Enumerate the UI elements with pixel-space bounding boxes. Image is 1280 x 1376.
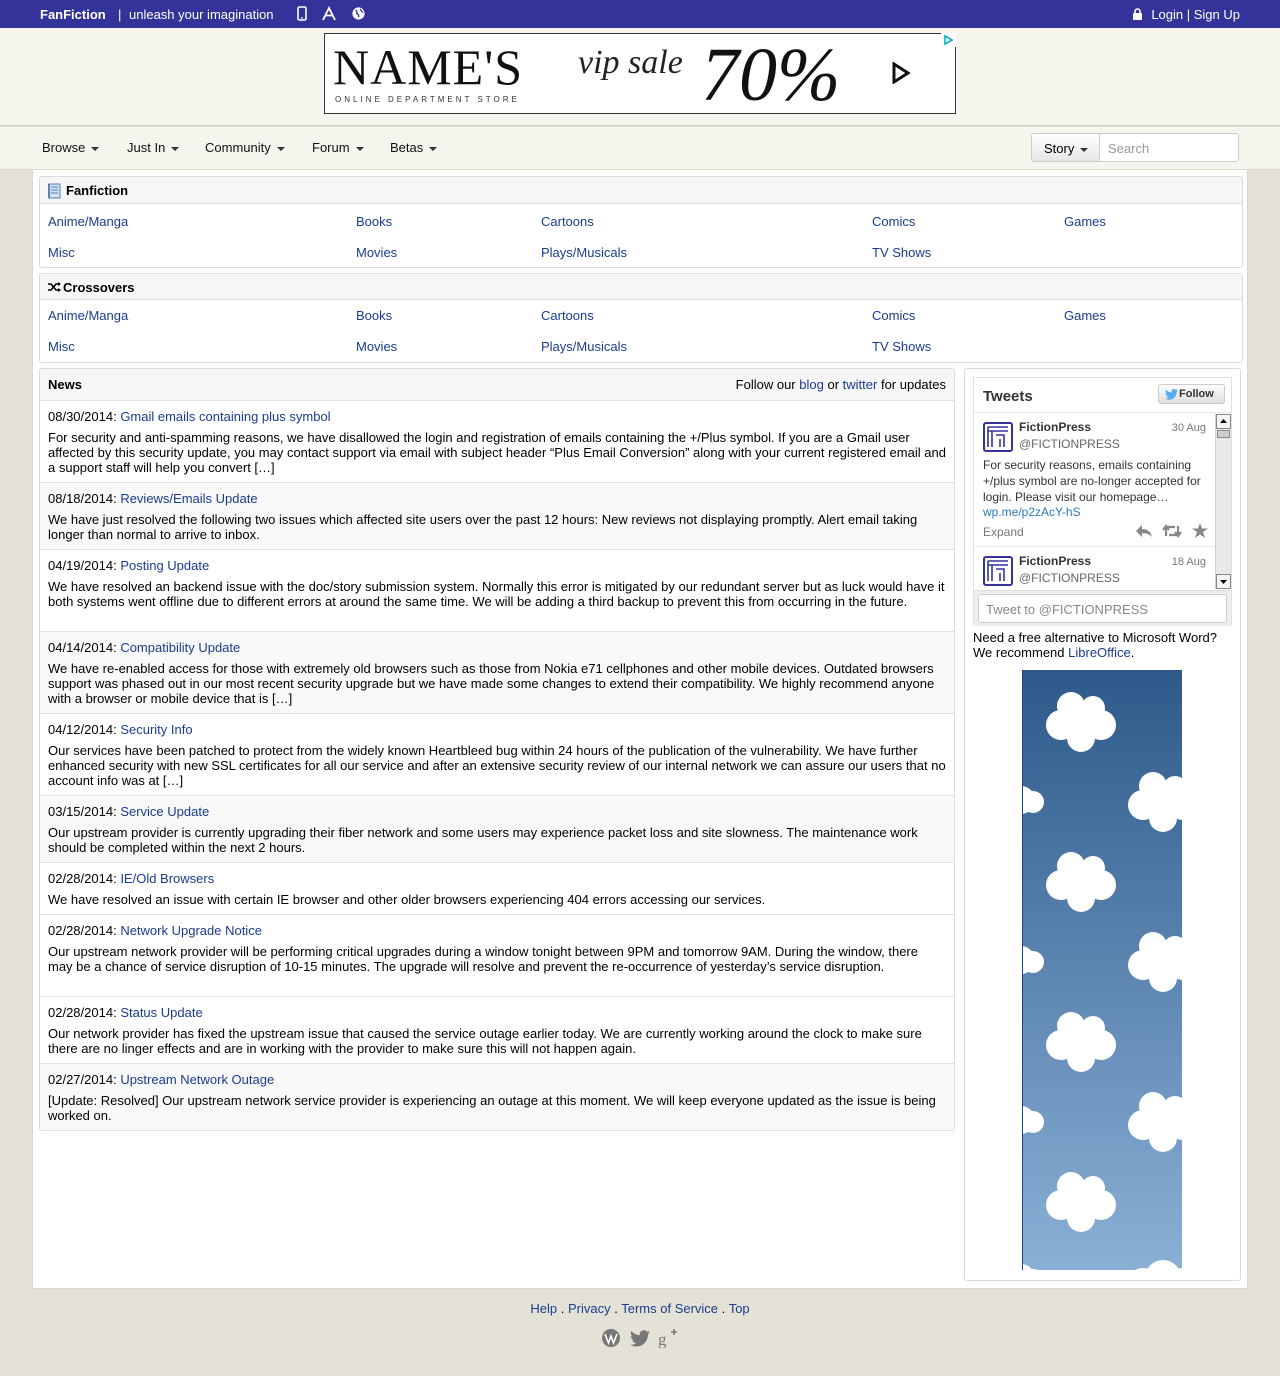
news-item-title[interactable]: IE/Old Browsers [120, 871, 215, 886]
fanfiction-box [39, 176, 1243, 268]
twitter-follow-button[interactable]: Follow [1158, 384, 1225, 404]
fictionpress-avatar[interactable] [983, 422, 1013, 452]
news-item [40, 632, 954, 714]
ad-percent: 70% [701, 33, 841, 114]
crossover-link-movies[interactable]: Movies [356, 339, 398, 354]
news-item-title[interactable]: Security Info [120, 722, 193, 737]
news-body: We have just resolved the following two issues which affected site users over the past 12 hours: New reviews not displaying promptly. Alert email taking longer than normal to arrive to inbox. [48, 512, 918, 542]
tweet-author-name[interactable]: FictionPress [1019, 420, 1092, 434]
news-item-title[interactable]: Status Update [120, 1005, 203, 1020]
crossover-link-plays-musicals[interactable]: Plays/Musicals [541, 339, 627, 354]
login-label: Login | Sign Up [1151, 7, 1240, 22]
tweets-title: Tweets [983, 388, 1033, 405]
menu-forum[interactable]: Forum [312, 140, 364, 155]
crossover-link-anime-manga[interactable]: Anime/Manga [48, 308, 129, 323]
news-date: 02/28/2014: [48, 1005, 117, 1020]
news-date: 08/18/2014: [48, 491, 117, 506]
ad-zone [0, 28, 1280, 126]
news-item [40, 550, 954, 632]
fanfiction-title: Fanfiction [66, 183, 129, 198]
banner-ad[interactable] [324, 33, 956, 114]
news-body: Our upstream network provider will be performing critical upgrades during a window tonight between 9PM and tomorrow 9AM. During the window, there may be a chance of service disruption of 10-15 minutes. The upgrade will resolve and prevent the re-occurrence of yesterday’s service disruption. [48, 944, 918, 974]
tweet-author-handle[interactable]: @FICTIONPRESS [1019, 437, 1120, 451]
site-tagline: unleash your imagination [129, 7, 274, 22]
menu-browse[interactable]: Browse [42, 140, 99, 155]
google-plus-icon[interactable] [658, 1328, 678, 1351]
twitter-bird-icon [1165, 389, 1178, 403]
tweet-date[interactable]: 30 Aug [1171, 422, 1206, 434]
fanfiction-link-tv-shows[interactable]: TV Shows [872, 245, 932, 260]
twitter-link[interactable]: twitter [842, 377, 878, 392]
twitter-icon[interactable] [630, 1330, 650, 1350]
news-item [40, 483, 954, 550]
news-item [40, 714, 954, 796]
news-body: We have resolved an backend issue with the doc/story submission system. Normally this error is mitigated by our redundant server but as luck would have it both systems went offline due to different errors at around the same time. We will be adding a third backup to prevent this from occurring in the future. [48, 579, 945, 609]
news-item [40, 863, 954, 915]
news-date: 04/12/2014: [48, 722, 117, 737]
tweet-compose-area [974, 590, 1231, 626]
ad-subtitle: ONLINE DEPARTMENT STORE [335, 95, 520, 104]
ad-logo: NAME'S [333, 39, 524, 95]
news-date: 02/28/2014: [48, 923, 117, 938]
ad-sale-text: vip sale [578, 44, 683, 81]
crossovers-box [39, 273, 1243, 363]
scroll-thumb[interactable] [1217, 430, 1230, 438]
news-item-title[interactable]: Upstream Network Outage [120, 1072, 275, 1087]
news-item [40, 915, 954, 997]
crossovers-title: Crossovers [63, 280, 135, 295]
reply-icon[interactable] [1135, 527, 1153, 541]
fanfiction-link-movies[interactable]: Movies [356, 245, 398, 260]
caret-down-icon [277, 147, 285, 151]
crossover-link-books[interactable]: Books [356, 308, 393, 323]
news-box [39, 368, 955, 1131]
news-body: Our services have been patched to protect from the widely known Heartbleed bug within 24 hours of the publication of the vulnerability. We have further enhanced security with new SSL certificates for all our service and after an extensive security review of our internal network we can assure our users that no account info was at […] [48, 743, 946, 788]
skyscraper-ad[interactable] [1022, 670, 1182, 1270]
caret-down-icon [429, 147, 437, 151]
social-icons [601, 1328, 681, 1348]
favorite-icon[interactable] [1192, 527, 1208, 541]
shuffle-icon [48, 281, 61, 296]
news-item-title[interactable]: Service Update [120, 804, 210, 819]
footer-terms-link[interactable]: Terms of Service [621, 1301, 719, 1316]
play-icon[interactable] [891, 62, 911, 87]
ad-choices-icon[interactable] [941, 33, 956, 47]
fanfiction-header [40, 177, 1242, 204]
twitter-widget [973, 377, 1232, 626]
news-body: We have resolved an issue with certain IE browser and other older browsers experiencing 404 errors accessing our services. [48, 892, 766, 907]
footer-help-link[interactable]: Help [530, 1301, 558, 1316]
blog-link[interactable]: blog [799, 377, 824, 392]
top-bar [0, 0, 1280, 28]
svg-text:g: g [658, 1330, 667, 1348]
tweets-header [974, 378, 1231, 413]
font-size-icon[interactable] [321, 6, 337, 22]
menu-betas[interactable]: Betas [390, 140, 437, 155]
menu-just-in[interactable]: Just In [127, 140, 179, 155]
news-title: News [48, 377, 82, 392]
tweet-expand[interactable]: Expand [983, 525, 1024, 539]
news-item [40, 796, 954, 863]
tweet-author-name[interactable]: FictionPress [1019, 554, 1092, 568]
menu-community[interactable]: Community [205, 140, 285, 155]
news-body: For security and anti-spamming reasons, we have disallowed the login and registration of emails containing the +/Plus symbol. If you are a Gmail user affected by this security update, you may contact support via email with subject header “Plus Email Conversion” along with your current registered email and a support staff will help you convert […] [48, 430, 946, 475]
footer-privacy-link[interactable]: Privacy [567, 1301, 611, 1316]
scroll-up-arrow-icon[interactable] [1216, 414, 1231, 429]
fictionpress-avatar[interactable] [983, 556, 1013, 586]
fanfiction-link-misc[interactable]: Misc [48, 245, 75, 260]
libreoffice-note: Need a free alternative to Microsoft Word? We recommend LibreOffice. [973, 630, 1217, 660]
crossovers-header [40, 274, 1242, 300]
news-item [40, 997, 954, 1064]
tweet-compose-input[interactable]: Tweet to @FICTIONPRESS [978, 594, 1227, 623]
news-item-title[interactable]: Reviews/Emails Update [120, 491, 258, 506]
retweet-icon[interactable] [1162, 527, 1182, 541]
news-body: [Update: Resolved] Our upstream network service provider is experiencing an outage at this moment. We will keep everyone updated as the issue is being worked on. [48, 1093, 936, 1123]
crossover-link-games[interactable]: Games [1064, 308, 1106, 323]
wordpress-icon[interactable] [601, 1328, 621, 1351]
tweet-date[interactable]: 18 Aug [1171, 556, 1206, 568]
crossover-link-cartoons[interactable]: Cartoons [541, 308, 594, 323]
tweet-link[interactable]: wp.me/p2zAcY-hS [983, 505, 1081, 519]
scroll-down-arrow-icon[interactable] [1216, 574, 1231, 589]
news-date: 02/27/2014: [48, 1072, 117, 1087]
tweet-actions [1135, 523, 1208, 541]
site-brand[interactable]: FanFiction [40, 7, 106, 22]
libreoffice-link[interactable]: LibreOffice [1068, 645, 1131, 660]
mobile-icon[interactable] [296, 6, 312, 22]
fanfiction-link-comics[interactable]: Comics [872, 214, 916, 229]
fanfiction-link-books[interactable]: Books [356, 214, 393, 229]
news-follow-text: Follow our blog or twitter for updates [735, 377, 946, 392]
search-input[interactable]: Search [1099, 133, 1239, 162]
news-body: We have re-enabled access for those with extremely old browsers such as those from Nokia e71 cellphones and other mobile devices. Outdated browsers support was phased out in our most recent security upgrade but we have made some changes to extend their compatibility. We highly recommend anyone with a browser or mobile device that is […] [48, 661, 935, 706]
news-date: 02/28/2014: [48, 871, 117, 886]
caret-down-icon [356, 147, 364, 151]
globe-icon[interactable] [351, 6, 367, 22]
crossover-link-comics[interactable]: Comics [872, 308, 916, 323]
brand-separator: | [118, 7, 122, 22]
fanfiction-link-games[interactable]: Games [1064, 214, 1106, 229]
news-item-title[interactable]: Gmail emails containing plus symbol [120, 409, 331, 424]
tweets-scrollbar[interactable] [1215, 414, 1231, 589]
crossover-link-misc[interactable]: Misc [48, 339, 75, 354]
fanfiction-link-anime-manga[interactable]: Anime/Manga [48, 214, 129, 229]
caret-down-icon [171, 147, 179, 151]
tweet-item [974, 548, 1216, 590]
news-item [40, 1064, 954, 1130]
news-item-title[interactable]: Network Upgrade Notice [120, 923, 262, 938]
caret-down-icon [91, 147, 99, 151]
news-date: 04/14/2014: [48, 640, 117, 655]
caret-down-icon [1080, 148, 1088, 152]
lock-icon [1132, 8, 1143, 23]
footer-top-link[interactable]: Top [728, 1301, 750, 1316]
news-date: 08/30/2014: [48, 409, 117, 424]
fanfiction-link-cartoons[interactable]: Cartoons [541, 214, 594, 229]
news-item [40, 401, 954, 483]
search-type-dropdown[interactable]: Story [1031, 133, 1100, 162]
footer: Help . Privacy . Terms of Service . Top [530, 1301, 750, 1316]
news-body: Our network provider has fixed the upstream issue that caused the service outage earlier today. We are currently working around the clock to make sure there are no linger effects and are in working with the provider to make sure this will not happen again. [48, 1026, 922, 1056]
main-menu-bar [0, 127, 1280, 170]
news-item-title[interactable]: Posting Update [120, 558, 210, 573]
news-item-title[interactable]: Compatibility Update [120, 640, 241, 655]
news-date: 03/15/2014: [48, 804, 117, 819]
cloud-pattern-icon [1023, 670, 1182, 1270]
news-body: Our upstream provider is currently upgrading their fiber network and some users may experience packet loss and site slowness. The maintenance work should be completed within the next 2 hours. [48, 825, 918, 855]
news-header [40, 369, 954, 401]
book-icon [47, 183, 62, 202]
news-date: 04/19/2014: [48, 558, 117, 573]
crossover-link-tv-shows[interactable]: TV Shows [872, 339, 932, 354]
login-signup-link[interactable] [1132, 7, 1240, 23]
fanfiction-link-plays-musicals[interactable]: Plays/Musicals [541, 245, 627, 260]
sidebar [964, 368, 1241, 1281]
tweet-item [974, 414, 1216, 547]
tweet-author-handle[interactable]: @FICTIONPRESS [1019, 571, 1120, 585]
tweet-text: For security reasons, emails containing +/plus symbol are no-longer accepted for login. Please visit our homepage… [983, 458, 1201, 504]
